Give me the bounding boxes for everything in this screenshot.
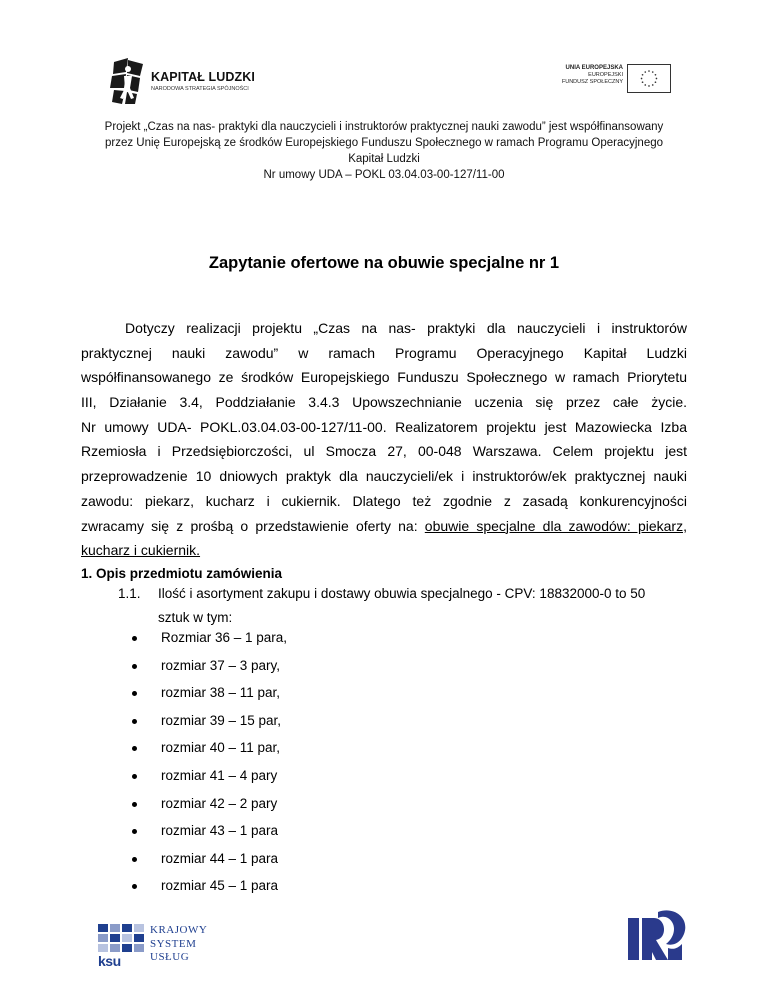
intro-line: zawodu: piekarz, kucharz i cukiernik. Dlatego też zgodnie z zasadą konkurencyjności bbox=[81, 492, 687, 509]
list-item: rozmiar 41 – 4 pary bbox=[130, 764, 287, 792]
intro-line: przeprowadzenie 10 dniowych praktyk dla nauczycieli/ek i instruktorów/ek praktycznej nauki bbox=[81, 468, 687, 485]
intro-line: III, Działanie 3.4, Poddziałanie 3.4.3 Upowszechnianie uczenia się przez całe życie. bbox=[81, 394, 687, 411]
eu-star-icon bbox=[656, 78, 658, 80]
eu-star-icon bbox=[644, 84, 646, 86]
ksu-logo bbox=[98, 924, 218, 970]
subsection-text bbox=[158, 582, 658, 630]
intro-line bbox=[81, 514, 687, 539]
intro-paragraph bbox=[81, 316, 687, 563]
eu-star-icon bbox=[652, 84, 654, 86]
subsection-line: Ilość i asortyment zakupu i dostawy obuwia specjalnego - CPV: 18832000-0 to 50 bbox=[158, 586, 646, 601]
list-item: rozmiar 37 – 3 pary, bbox=[130, 654, 287, 682]
ksu-line2: SYSTEM bbox=[150, 937, 197, 950]
list-item: rozmiar 40 – 11 par, bbox=[130, 736, 287, 764]
eu-flag-icon bbox=[627, 64, 671, 93]
intro-line bbox=[81, 538, 687, 563]
intro-line: Nr umowy UDA- POKL.03.04.03-00-127/11-00. Realizatorem projektu jest Mazowiecka Izba bbox=[81, 418, 687, 435]
bullet-icon bbox=[132, 746, 137, 751]
ksu-line1: KRAJOWY bbox=[150, 924, 208, 936]
intro-line: współfinansowanego ze środków Europejskiego Funduszu Społecznego w ramach Priorytetu bbox=[81, 369, 687, 386]
intro-line: Rzemiosła i Przedsiębiorczości, ul Smocza 27, 00-048 Warszawa. Celem projektu jest bbox=[81, 443, 687, 460]
section-heading: 1. Opis przedmiotu zamówienia bbox=[81, 566, 283, 581]
eu-logo-line1: UNIA EUROPEJSKA bbox=[565, 65, 623, 71]
subsection-line: sztuk w tym: bbox=[158, 610, 233, 625]
list-item: rozmiar 39 – 15 par, bbox=[130, 709, 287, 737]
bullet-icon bbox=[132, 774, 137, 779]
kapital-ludzki-subtitle: NARODOWA STRATEGIA SPÓJNOŚCI bbox=[151, 86, 249, 92]
bullet-icon bbox=[132, 691, 137, 696]
eu-star-icon bbox=[652, 71, 654, 73]
project-header-line1: Projekt „Czas na nas- praktyki dla nauczycieli i instruktorów praktycznej nauki zawodu” jest współfinansowany bbox=[104, 121, 664, 133]
project-header-line4: Nr umowy UDA – POKL 03.04.03-00-127/11-00 bbox=[263, 169, 505, 181]
kapital-ludzki-title: KAPITAŁ LUDZKI bbox=[151, 70, 255, 84]
intro-underlined-subject: obuwie specjalne dla zawodów: piekarz, bbox=[424, 517, 687, 534]
eu-star-icon bbox=[655, 74, 657, 76]
bullet-icon bbox=[132, 664, 137, 669]
eu-logo-text bbox=[562, 65, 623, 86]
intro-line: praktycznej nauki zawodu” w ramach Programu Operacyjnego Kapitał Ludzki bbox=[81, 344, 687, 361]
ksu-line3: USŁUG bbox=[150, 951, 190, 963]
kapital-ludzki-emblem-icon bbox=[110, 58, 146, 104]
list-item: rozmiar 42 – 2 pary bbox=[130, 792, 287, 820]
eu-logo bbox=[555, 62, 671, 96]
project-header-line2: przez Unię Europejską ze środków Europejskiego Funduszu Społecznego w ramach Programu Operacyjnego bbox=[104, 137, 664, 149]
eu-star-icon bbox=[655, 81, 657, 83]
intro-line: Dotyczy realizacji projektu „Czas na nas- praktyki dla nauczycieli i instruktorów bbox=[125, 320, 687, 336]
list-item: Rozmiar 36 – 1 para, bbox=[130, 626, 287, 654]
bullet-icon bbox=[132, 829, 137, 834]
list-item: rozmiar 44 – 1 para bbox=[130, 847, 287, 875]
subsection-number: 1.1. bbox=[118, 586, 141, 601]
eu-logo-line3: FUNDUSZ SPOŁECZNY bbox=[561, 79, 623, 85]
bullet-icon bbox=[132, 857, 137, 862]
kapital-ludzki-logo bbox=[96, 58, 261, 104]
ksu-mark: ksu bbox=[98, 953, 121, 969]
eu-star-icon bbox=[648, 85, 650, 87]
bullet-icon bbox=[132, 636, 137, 641]
bullet-icon bbox=[132, 719, 137, 724]
eu-star-icon bbox=[642, 74, 644, 76]
eu-star-icon bbox=[644, 71, 646, 73]
bullet-icon bbox=[132, 802, 137, 807]
list-item: rozmiar 45 – 1 para bbox=[130, 874, 287, 902]
intro-line-text: zwracamy się z prośbą o przedstawienie oferty na: bbox=[81, 517, 425, 534]
ksu-squares-icon bbox=[98, 924, 145, 954]
ksu-words bbox=[150, 924, 207, 965]
list-item: rozmiar 43 – 1 para bbox=[130, 819, 287, 847]
eu-star-icon bbox=[648, 70, 650, 72]
eu-logo-line2: EUROPEJSKI bbox=[588, 72, 623, 78]
size-list bbox=[130, 626, 287, 902]
eu-star-icon bbox=[641, 78, 643, 80]
document-title: Zapytanie ofertowe na obuwie specjalne nr 1 bbox=[208, 254, 560, 272]
bullet-icon bbox=[132, 884, 137, 889]
irp-logo-icon bbox=[628, 908, 686, 970]
eu-star-icon bbox=[642, 81, 644, 83]
list-item: rozmiar 38 – 11 par, bbox=[130, 681, 287, 709]
project-header bbox=[80, 119, 688, 183]
intro-underlined-subject-end: kucharz i cukiernik. bbox=[81, 542, 201, 559]
project-header-line3: Kapitał Ludzki bbox=[348, 153, 420, 165]
